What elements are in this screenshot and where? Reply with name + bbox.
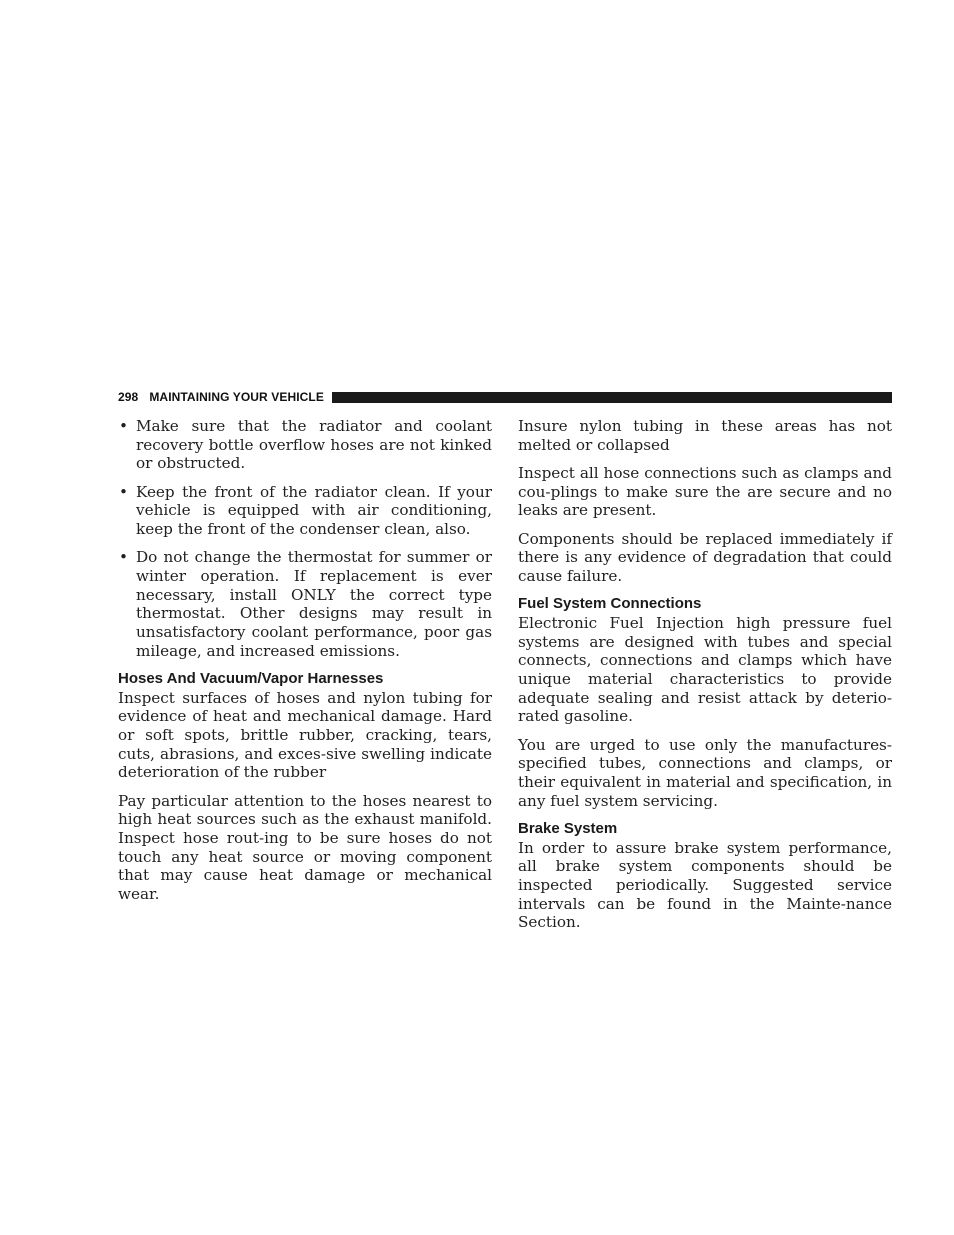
paragraph: Insure nylon tubing in these areas has not melted or collapsed	[518, 417, 892, 454]
paragraph: Pay particular attention to the hoses nearest to high heat sources such as the exhaust manifold. Inspect hose rout-ing to be sure hoses do not touch any heat source or moving component that may cause heat damage or mechanical wear.	[118, 791, 492, 904]
paragraph: Inspect surfaces of hoses and nylon tubing for evidence of heat and mechanical damage. Hard or soft spots, brittle rubber, cracking, tears, cuts, abrasions, and exces-sive swelling indicate deterioration of the rubber	[118, 688, 492, 782]
bullet-icon: •	[119, 548, 128, 567]
paragraph: You are urged to use only the manufactures-specified tubes, connections and clamps, or their equivalent in material and specification, in any fuel system servicing.	[518, 735, 892, 810]
paragraph: In order to assure brake system performance, all brake system components should be inspected periodically. Suggested service intervals can be found in the Mainte-nance Section.	[518, 838, 892, 932]
section-heading-fuel: Fuel System Connections	[518, 595, 702, 613]
section-title: MAINTAINING YOUR VEHICLE	[149, 390, 324, 404]
section-heading-hoses: Hoses And Vacuum/Vapor Harnesses	[118, 669, 384, 687]
bullet-text: Keep the front of the radiator clean. If your vehicle is equipped with air conditioning, keep the front of the condenser clean, also.	[136, 482, 492, 539]
page-number: 298	[118, 390, 139, 404]
paragraph: Components should be replaced immediately if there is any evidence of degradation that could cause failure.	[518, 529, 892, 585]
left-column	[118, 417, 492, 904]
paragraph: Inspect all hose connections such as clamps and cou-plings to make sure the are secure and no leaks are present.	[518, 463, 892, 520]
bullet-text: Do not change the thermostat for summer or winter operation. If replacement is ever necessary, install ONLY the correct type thermostat. Other designs may result in unsatisfactory coolant performance, poor gas mileage, and increased emissions.	[136, 548, 492, 660]
bullet-item	[118, 417, 492, 473]
section-heading-brake: Brake System	[518, 819, 618, 837]
bullet-icon: •	[119, 417, 128, 435]
bullet-icon: •	[119, 482, 128, 501]
header-rule	[332, 392, 892, 403]
page-header	[118, 389, 892, 405]
right-column	[518, 417, 892, 932]
bullet-text: Make sure that the radiator and coolant recovery bottle overflow hoses are not kinked or obstructed.	[136, 417, 492, 473]
bullet-item	[118, 548, 492, 660]
bullet-item	[118, 483, 492, 539]
paragraph: Electronic Fuel Injection high pressure fuel systems are designed with tubes and special connects, connections and clamps which have unique material characteristics to provide adequate sealing and resist attack by deterio-rated gasoline.	[518, 613, 892, 726]
